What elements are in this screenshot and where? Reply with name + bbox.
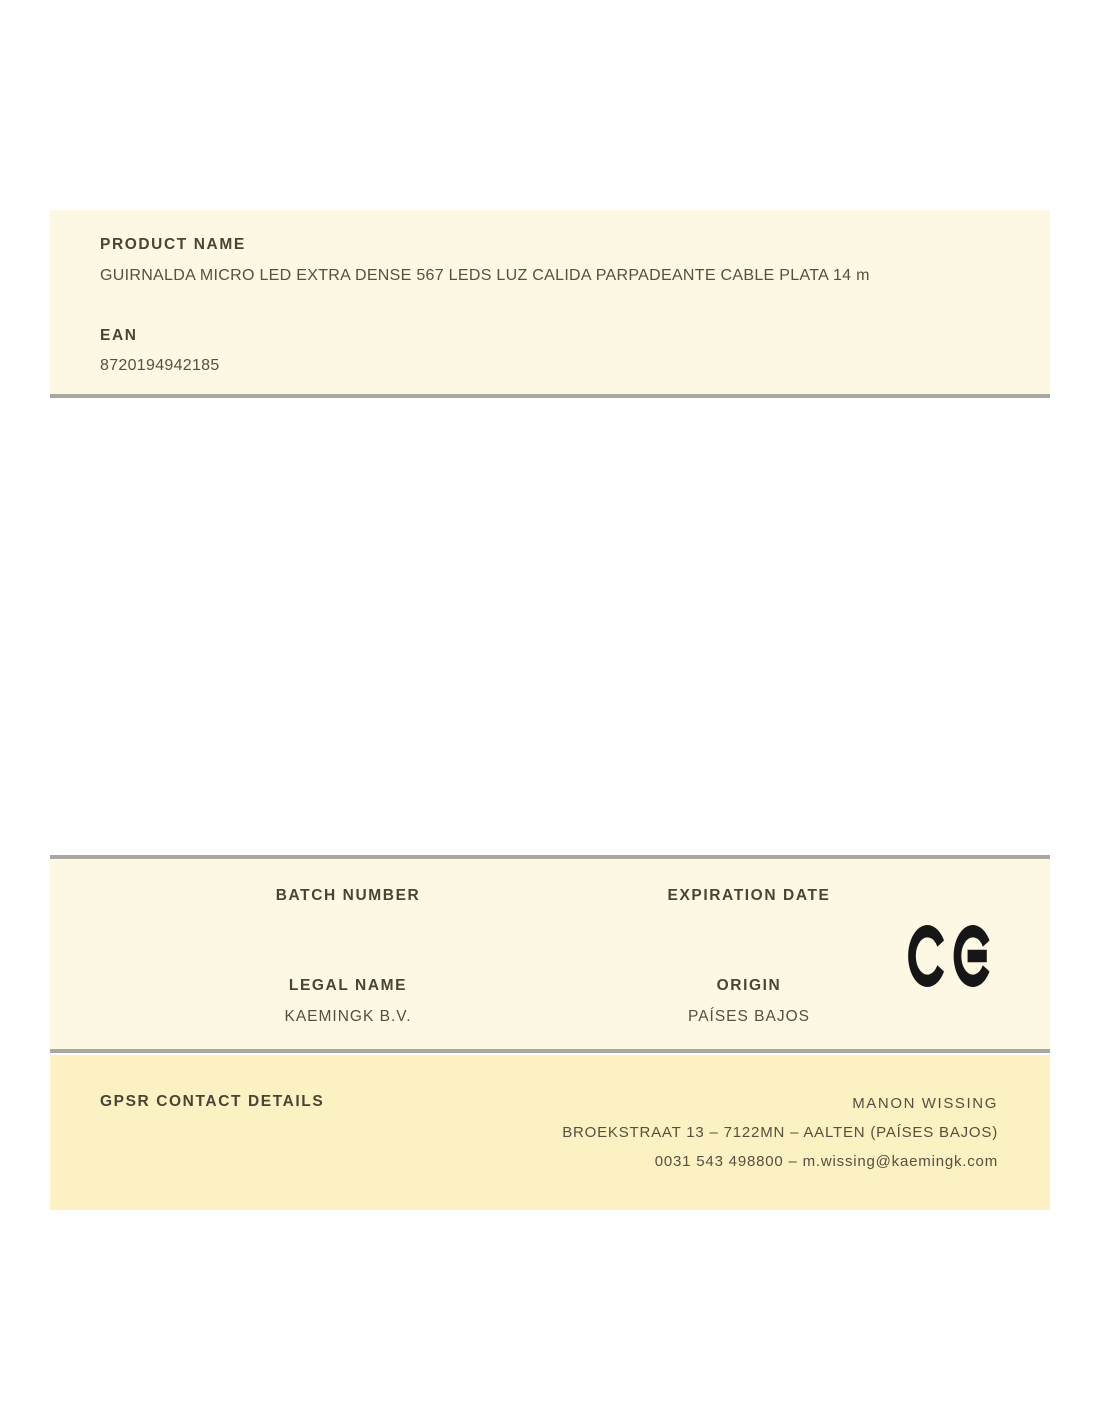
product-name-value: GUIRNALDA MICRO LED EXTRA DENSE 567 LEDS LUZ CALIDA PARPADEANTE CABLE PLATA 14 m <box>100 267 870 284</box>
ean-label: EAN <box>100 327 138 344</box>
ce-mark-icon <box>908 925 990 987</box>
batch-legal-info-panel <box>50 855 1050 1053</box>
ean-value: 8720194942185 <box>100 357 220 374</box>
product-info-panel <box>50 210 1050 398</box>
gpsr-contact-block <box>562 1089 998 1176</box>
batch-number-label: BATCH NUMBER <box>275 887 421 904</box>
gpsr-contact-label: GPSR CONTACT DETAILS <box>100 1093 325 1110</box>
origin-value: PAÍSES BAJOS <box>688 1008 810 1025</box>
contact-phone-email: 0031 543 498800 – m.wissing@kaemingk.com <box>654 1153 998 1170</box>
contact-person-name: MANON WISSING <box>852 1095 998 1112</box>
origin-label: ORIGIN <box>716 977 782 994</box>
contact-address: BROEKSTRAAT 13 – 7122MN – AALTEN (PAÍSES BAJOS) <box>562 1124 998 1141</box>
legal-name-value: KAEMINGK B.V. <box>284 1008 412 1025</box>
legal-name-label: LEGAL NAME <box>288 977 408 994</box>
gpsr-contact-panel <box>50 1055 1050 1210</box>
expiration-date-label: EXPIRATION DATE <box>667 887 831 904</box>
product-name-label: PRODUCT NAME <box>100 236 246 253</box>
